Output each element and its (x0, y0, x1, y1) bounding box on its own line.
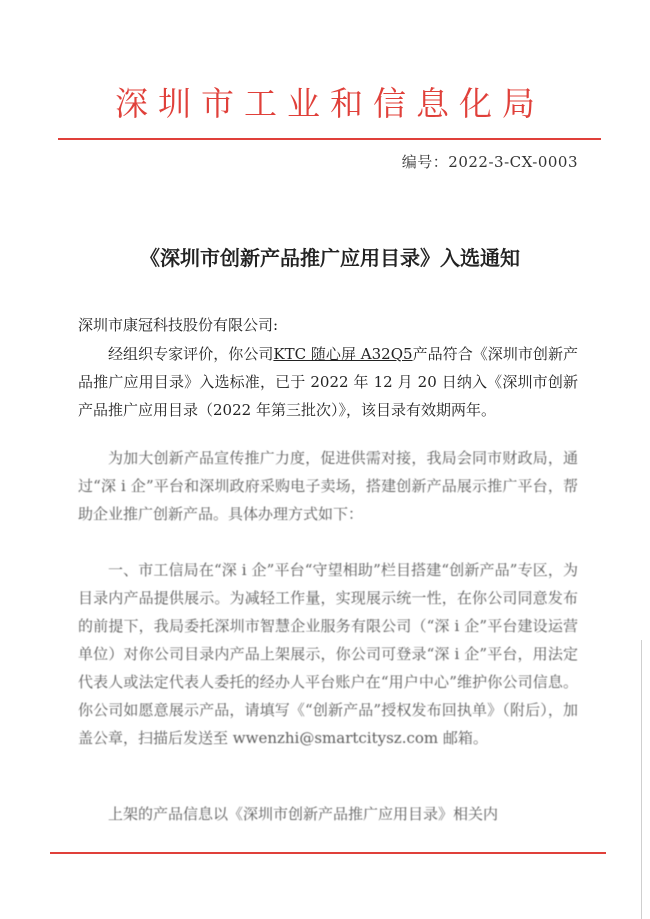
document-number: 编号：2022-3-CX-0003 (401, 153, 578, 171)
product-name: KTC 随心屏 A32Q5 (273, 345, 413, 363)
notice-title: 《深圳市创新产品推广应用目录》入选通知 (140, 246, 520, 270)
paragraph-1 (78, 340, 578, 424)
salutation: 深圳市康冠科技股份有限公司: (78, 316, 279, 334)
paragraph-3: 一、市工信局在“深 i 企”平台“守望相助”栏目搭建“创新产品”专区，为目录内产品提供展示。为减轻工作量，实现展示统一性，在你公司同意发布的前提下，我局委托深圳市智慧企业服务有限公司（“深 i 企”平台建设运营单位）对你公司目录内产品上架展示，你公司可登录“深 i 企”平台，用法定代表人或法定代表人委托的经办人平台账户在“用户中心”维护你公司信息。你公司如愿意展示产品，请填写《“创新产品”授权发布回执单》（附后），加盖公章，扫描后发送至 wwenzhi@smartcitysz.com 邮箱。 (78, 561, 578, 747)
paragraph-4: 上架的产品信息以《深圳市创新产品推广应用目录》相关内 (108, 805, 499, 823)
scan-edge-line (641, 640, 642, 919)
paragraph-1-intro: 经组织专家评价，你公司 (108, 345, 274, 363)
paragraph-2: 为加大创新产品宣传推广力度，促进供需对接，我局会同市财政局，通过“深 i 企”平台和深圳政府采购电子卖场，搭建创新产品展示推广平台，帮助企业推广创新产品。具体办理方式如下： (78, 449, 578, 523)
header-red-rule (58, 138, 601, 140)
paragraph-1-rest: 产品符合《深圳市创新产品推广应用目录》入选标准，已于 2022 年 12 月 20 日纳入《深圳市创新产品推广应用目录（2022 年第三批次）》，该目录有效期两年。 (78, 345, 578, 419)
issuing-organization-title: 深圳市工业和信息化局 (115, 84, 545, 123)
footer-red-rule (50, 852, 606, 854)
